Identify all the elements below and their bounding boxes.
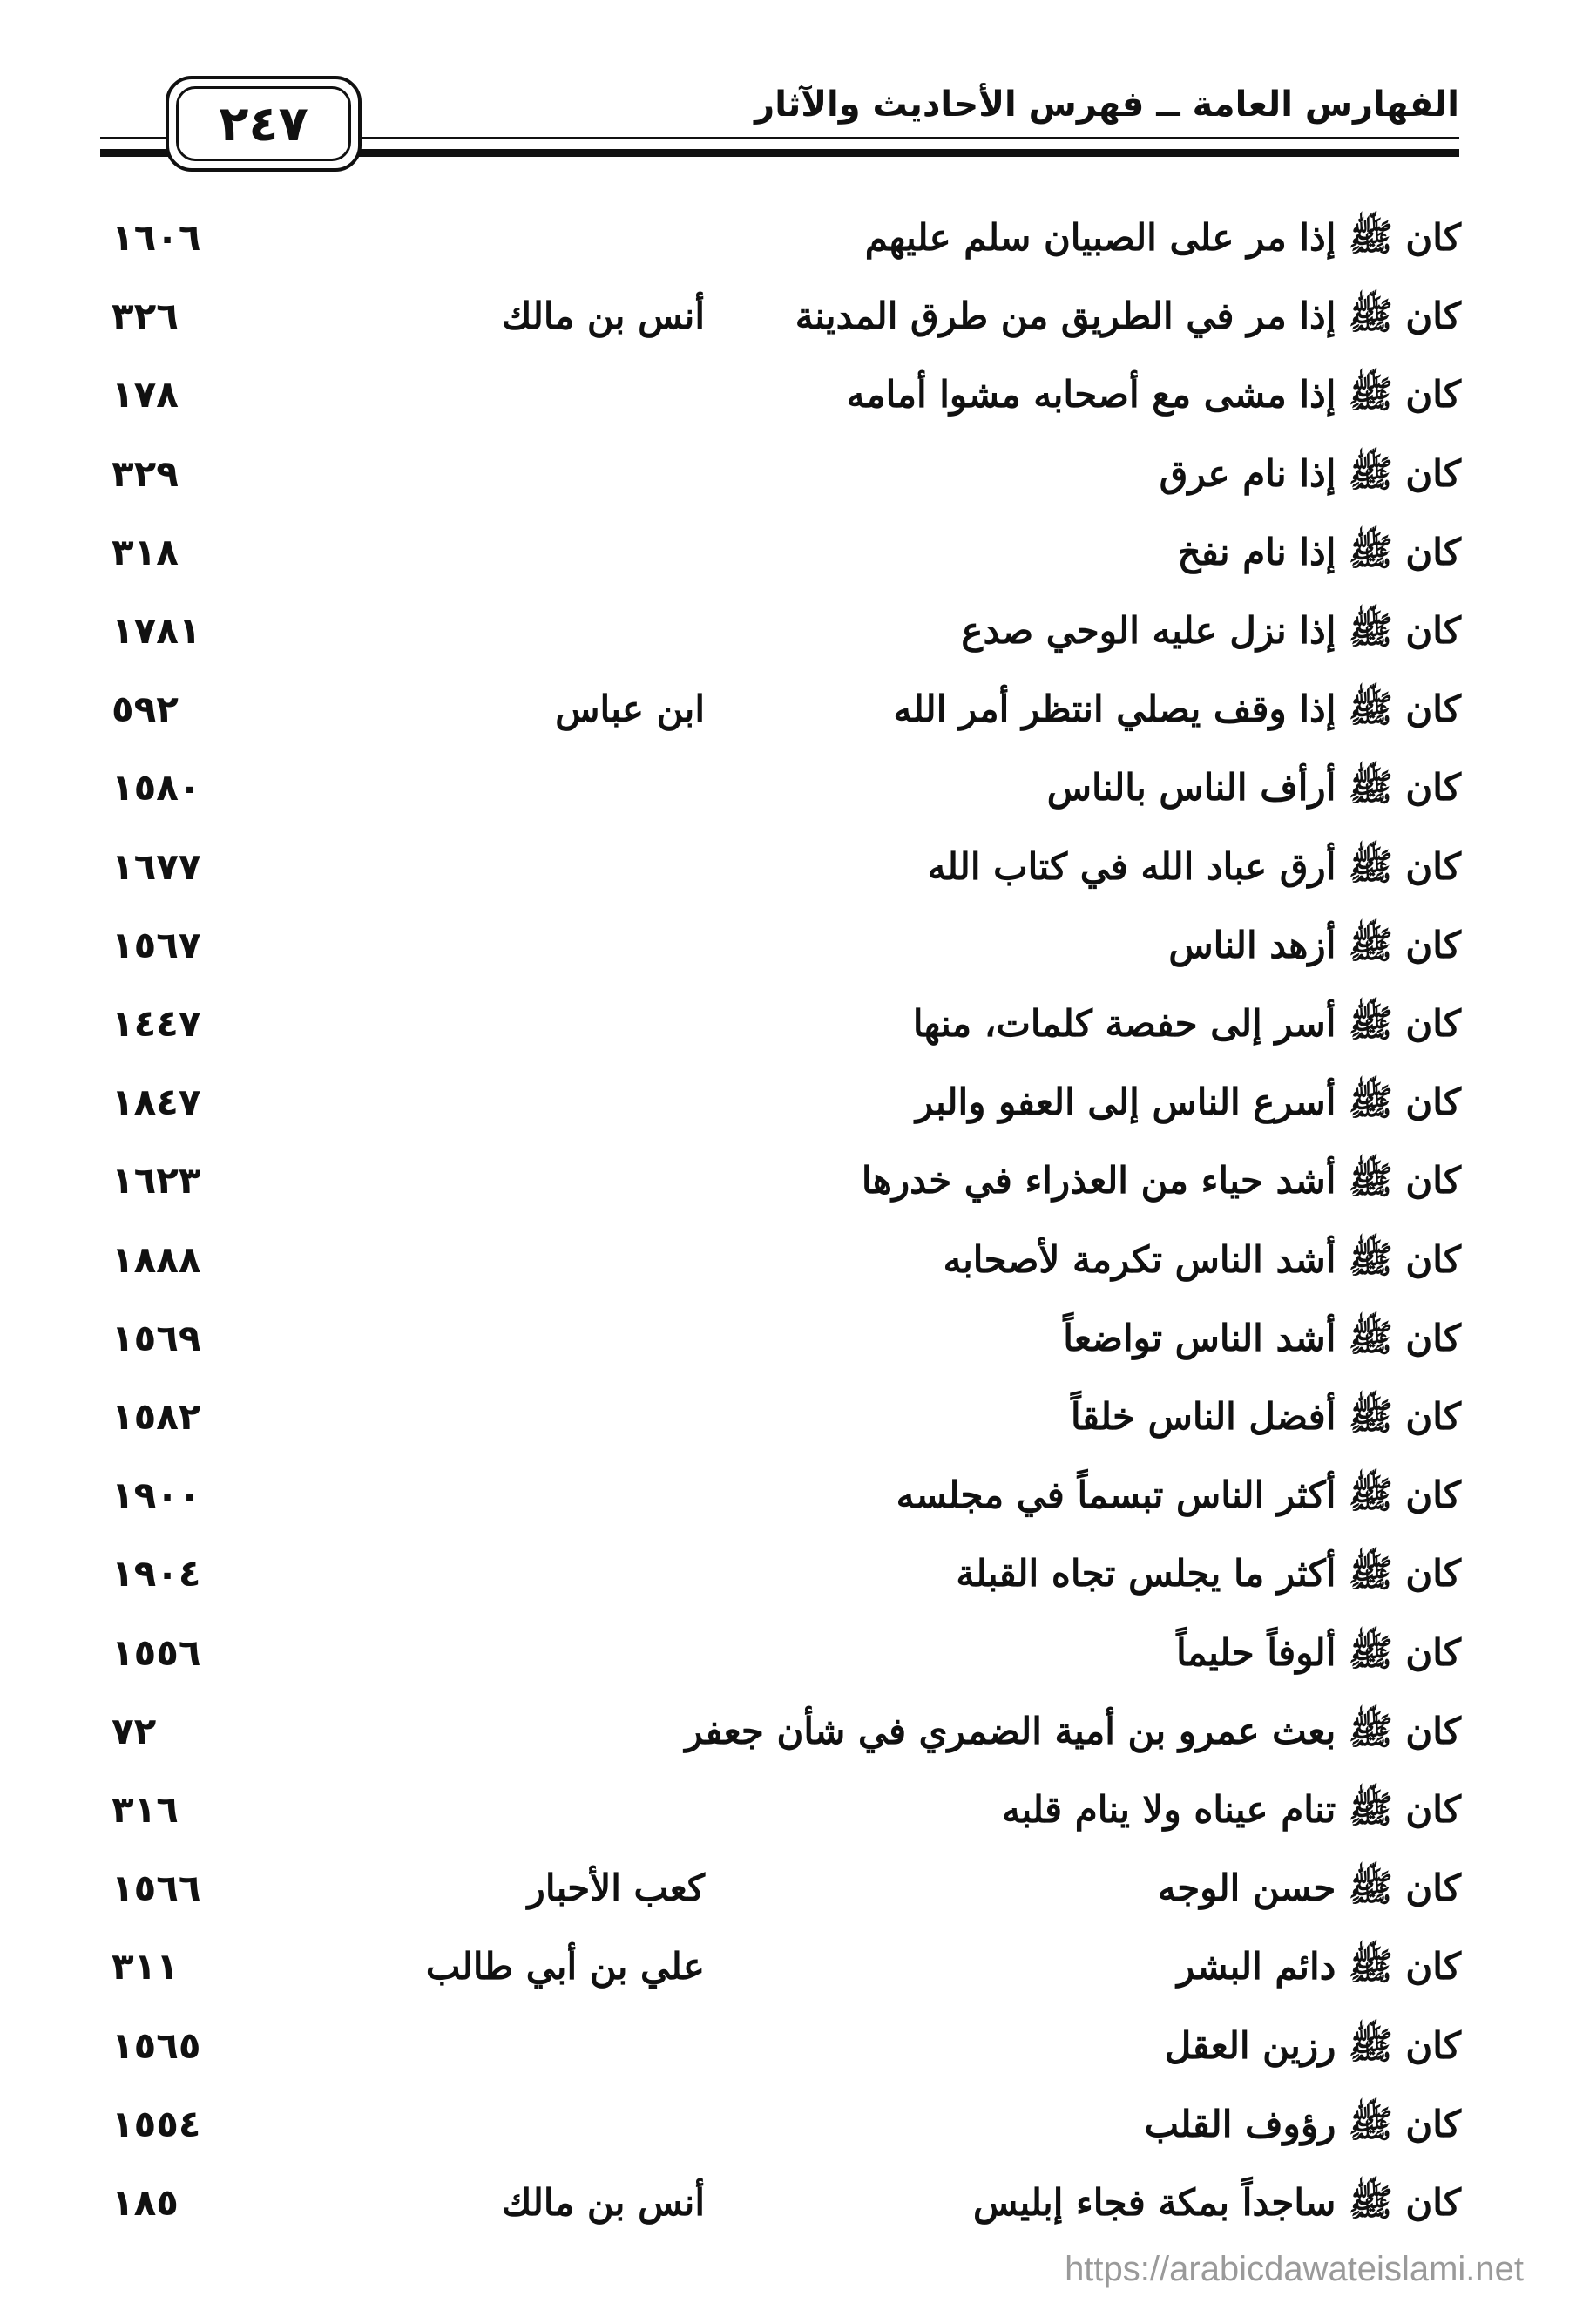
hadith-number: ١٦٠٦ <box>112 216 201 259</box>
index-row <box>0 435 1576 513</box>
hadith-text: كان ﷺ أشد حياء من العذراء في خدرها <box>861 1159 1461 1203</box>
narrator: أنس بن مالك <box>501 295 705 338</box>
index-row <box>0 592 1576 670</box>
hadith-text: كان ﷺ حسن الوجه <box>1157 1867 1461 1910</box>
narrator: ابن عباس <box>555 688 705 731</box>
hadith-number: ١٥٦٦ <box>112 1867 201 1910</box>
hadith-number: ٣٢٦ <box>112 295 179 338</box>
hadith-number: ١٦٢٣ <box>112 1159 201 1203</box>
index-row <box>0 1221 1576 1299</box>
index-row <box>0 828 1576 906</box>
page-number: ٢٤٧ <box>176 86 351 161</box>
hadith-number: ١٦٧٧ <box>112 844 201 888</box>
hadith-text: كان ﷺ أرأف الناس بالناس <box>1046 766 1461 810</box>
hadith-number: ١٤٤٧ <box>112 1002 201 1045</box>
hadith-text: كان ﷺ ساجداً بمكة فجاء إبليس <box>972 2181 1461 2224</box>
hadith-text: كان ﷺ إذا مر على الصبيان سلم عليهم <box>864 216 1461 259</box>
watermark-url: https://arabicdawateislami.net <box>1065 2250 1524 2288</box>
hadith-text: كان ﷺ رزين العقل <box>1164 2023 1461 2067</box>
hadith-text: كان ﷺ إذا وقف يصلي انتظر أمر الله <box>893 688 1461 731</box>
hadith-text: كان ﷺ أشد الناس تكرمة لأصحابه <box>943 1237 1461 1281</box>
hadith-text: كان ﷺ ألوفاً حليماً <box>1176 1630 1461 1674</box>
index-row <box>0 749 1576 827</box>
hadith-number: ٥٩٢ <box>112 688 179 731</box>
hadith-number: ١٨٤٧ <box>112 1081 201 1124</box>
hadith-number: ١٥٨٠ <box>112 766 201 810</box>
hadith-number: ١٧٨١ <box>112 609 201 652</box>
hadith-number: ١٧٨ <box>112 373 179 417</box>
hadith-text: كان ﷺ أسرع الناس إلى العفو والبر <box>915 1081 1461 1124</box>
hadith-number: ٣٢٩ <box>112 451 179 495</box>
index-row <box>0 2007 1576 2085</box>
hadith-text: كان ﷺ إذا مر في الطريق من طرق المدينة <box>795 295 1461 338</box>
index-row <box>0 1063 1576 1142</box>
hadith-number: ١٥٦٥ <box>112 2023 201 2067</box>
hadith-text: كان ﷺ أكثر ما يجلس تجاه القبلة <box>956 1552 1461 1596</box>
hadith-text: كان ﷺ تنام عيناه ولا ينام قلبه <box>1001 1788 1461 1831</box>
index-row <box>0 277 1576 356</box>
hadith-text: كان ﷺ إذا نزل عليه الوحي صدع <box>961 609 1461 652</box>
hadith-text: كان ﷺ رؤوف القلب <box>1144 2102 1461 2145</box>
hadith-text: كان ﷺ إذا نام عرق <box>1159 451 1461 495</box>
hadith-number: ١٩٠٤ <box>112 1552 201 1596</box>
narrator: أنس بن مالك <box>501 2181 705 2224</box>
index-row <box>0 199 1576 277</box>
hadith-number: ٧٢ <box>112 1709 157 1752</box>
index-row <box>0 1456 1576 1535</box>
hadith-text: كان ﷺ إذا نام نفخ <box>1177 530 1461 573</box>
running-title: الفهارس العامة ــ فهرس الأحاديث والآثار <box>754 85 1459 125</box>
index-row <box>0 2164 1576 2242</box>
hadith-number: ١٨٨٨ <box>112 1237 201 1281</box>
hadith-text: كان ﷺ إذا مشى مع أصحابه مشوا أمامه <box>846 373 1461 417</box>
index-row <box>0 1614 1576 1692</box>
hadith-text: كان ﷺ أكثر الناس تبسماً في مجلسه <box>896 1474 1461 1517</box>
hadith-number: ١٨٥ <box>112 2181 179 2224</box>
index-row <box>0 513 1576 592</box>
hadith-number: ٣١٨ <box>112 530 179 573</box>
index-row <box>0 985 1576 1063</box>
index-row <box>0 2085 1576 2164</box>
hadith-text: كان ﷺ أفضل الناس خلقاً <box>1071 1395 1461 1438</box>
hadith-number: ١٥٨٢ <box>112 1395 201 1438</box>
hadith-text: كان ﷺ أرق عباد الله في كتاب الله <box>927 844 1461 888</box>
hadith-text: كان ﷺ أسر إلى حفصة كلمات، منها <box>912 1002 1461 1045</box>
hadith-number: ١٩٠٠ <box>112 1474 201 1517</box>
index-row <box>0 1142 1576 1220</box>
hadith-text: كان ﷺ بعث عمرو بن أمية الضمري في شأن جعفر <box>685 1709 1461 1752</box>
index-row <box>0 1378 1576 1456</box>
hadith-number: ١٥٥٤ <box>112 2102 201 2145</box>
hadith-number: ١٥٥٦ <box>112 1630 201 1674</box>
narrator: علي بن أبي طالب <box>425 1945 705 1989</box>
index-row <box>0 1299 1576 1378</box>
index-row <box>0 1928 1576 2006</box>
index-row <box>0 906 1576 985</box>
hadith-number: ٣١١ <box>112 1945 179 1989</box>
index-row <box>0 1771 1576 1849</box>
hadith-text: كان ﷺ دائم البشر <box>1176 1945 1461 1989</box>
narrator: كعب الأحبار <box>527 1867 705 1910</box>
index-row <box>0 1692 1576 1771</box>
index-row <box>0 670 1576 749</box>
hadith-number: ٣١٦ <box>112 1788 179 1831</box>
index-row <box>0 1849 1576 1928</box>
index-row <box>0 1535 1576 1613</box>
hadith-number: ١٥٦٧ <box>112 923 201 966</box>
hadith-text: كان ﷺ أشد الناس تواضعاً <box>1063 1316 1461 1359</box>
index-row <box>0 356 1576 434</box>
hadith-text: كان ﷺ أزهد الناس <box>1168 923 1461 966</box>
hadith-number: ١٥٦٩ <box>112 1316 201 1359</box>
